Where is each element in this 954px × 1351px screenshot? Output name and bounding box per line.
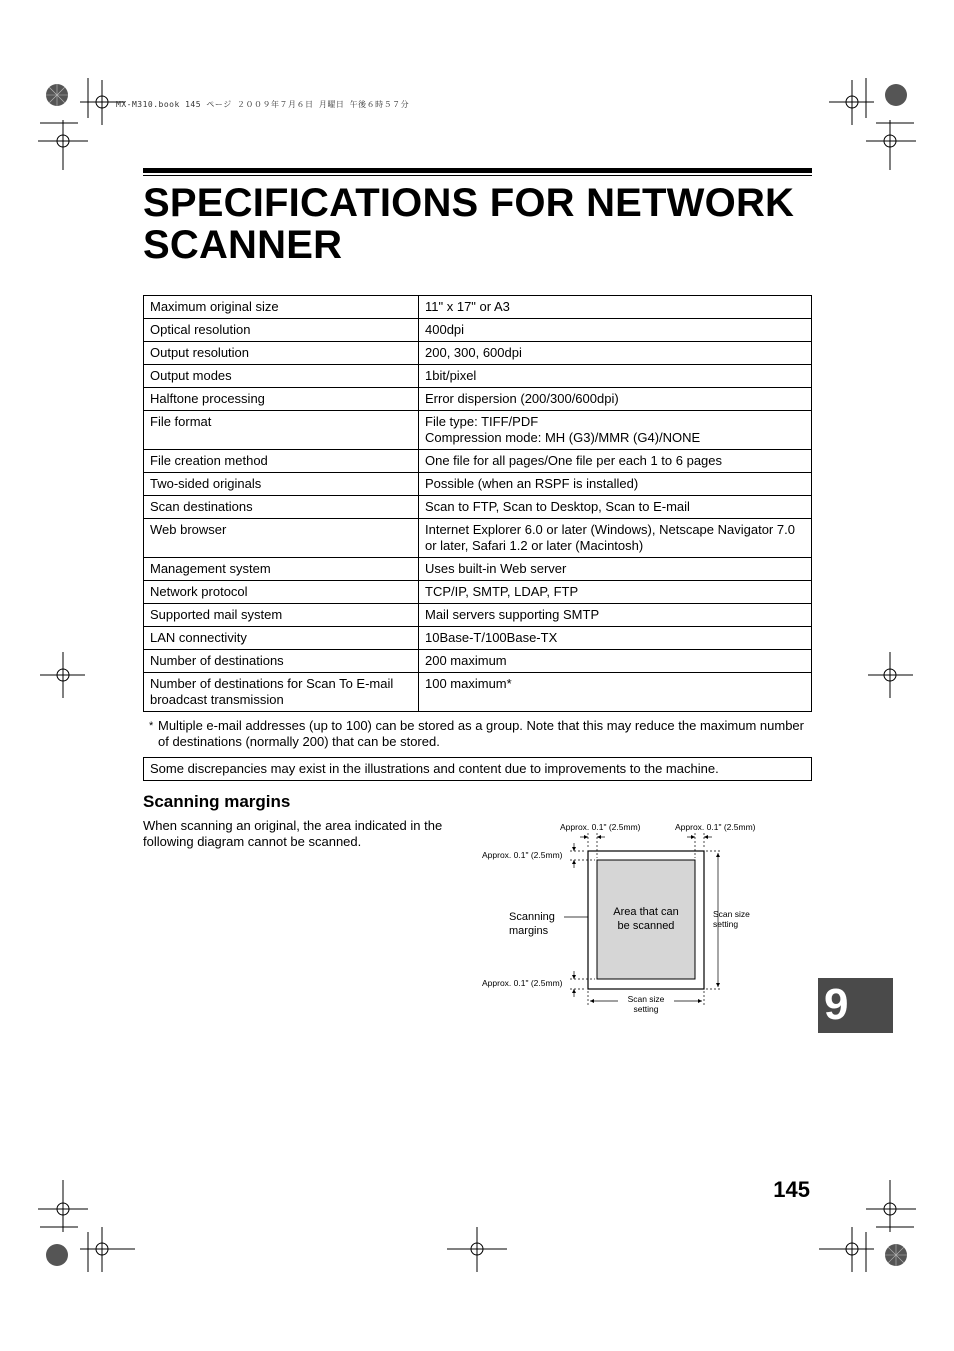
spec-label: Number of destinations [144,650,419,673]
diagram-right-label [713,909,750,929]
spec-value: Scan to FTP, Scan to Desktop, Scan to E-mail [419,496,812,519]
spec-label: Number of destinations for Scan To E-mail broadcast transmission [144,673,419,712]
notice-box: Some discrepancies may exist in the illustrations and content due to improvements to the machine. [143,757,812,781]
spec-row [144,604,812,627]
page-title-line-1: SPECIFICATIONS FOR NETWORK [143,181,795,225]
spec-label: File creation method [144,450,419,473]
spec-value: 200 maximum [419,650,812,673]
spec-label: Two-sided originals [144,473,419,496]
spec-label: Halftone processing [144,388,419,411]
spec-row [144,519,812,558]
spec-row [144,473,812,496]
spec-value: One file for all pages/One file per each 1 to 6 pages [419,450,812,473]
spec-value: Mail servers supporting SMTP [419,604,812,627]
spec-label: Web browser [144,519,419,558]
page-title-line-2: SCANNER [143,223,343,267]
diagram-top-left-label: Approx. 0.1" (2.5mm) [560,822,641,832]
chapter-number: 9 [824,980,849,1029]
spec-label: File format [144,411,419,450]
spec-label: Management system [144,558,419,581]
print-info-text: MX-M310.book 145 ページ ２００９年７月６日 月曜日 午後６時５７分 [116,100,410,109]
spec-row [144,558,812,581]
diagram-area-label-line-1: Area that can [613,906,679,918]
spec-row [144,496,812,519]
diagram-bottom-label-line-1: Scan size [627,994,665,1004]
spec-row [144,673,812,712]
diagram-area-label-line-2: be scanned [617,920,675,932]
spec-value: TCP/IP, SMTP, LDAP, FTP [419,581,812,604]
spec-label: Maximum original size [144,296,419,319]
spec-value: 400dpi [419,319,812,342]
spec-label: Network protocol [144,581,419,604]
spec-value: 100 maximum* [419,673,812,712]
spec-value: Error dispersion (200/300/600dpi) [419,388,812,411]
diagram-top-right-label: Approx. 0.1" (2.5mm) [675,822,756,832]
spec-row [144,296,812,319]
spec-value: Possible (when an RSPF is installed) [419,473,812,496]
spec-row [144,388,812,411]
spec-row [144,450,812,473]
spec-value: 200, 300, 600dpi [419,342,812,365]
footnote [149,718,812,750]
spec-value: Uses built-in Web server [419,558,812,581]
spec-row [144,319,812,342]
diagram-bottom-label-line-2: setting [633,1004,659,1014]
spec-value: 10Base-T/100Base-TX [419,627,812,650]
diagram-bottom-label [622,994,670,1014]
spec-row [144,650,812,673]
diagram-upper-left-label: Approx. 0.1" (2.5mm) [482,850,563,860]
diagram-margins-label-line-2: margins [509,925,549,937]
title-rule-thick [143,168,812,173]
spec-label: Supported mail system [144,604,419,627]
spec-value: 11" x 17" or A3 [419,296,812,319]
diagram-right-label-line-1: Scan size [713,909,750,919]
diagram-right-label-line-2: setting [713,919,739,929]
diagram-area-label [597,905,695,933]
spec-label: LAN connectivity [144,627,419,650]
scanning-margins-description: When scanning an original, the area indicated in the following diagram cannot be scanned. [143,818,443,849]
footnote-marker: * [149,720,154,732]
spec-row [144,627,812,650]
spec-value: Internet Explorer 6.0 or later (Windows), Netscape Navigator 7.0 or later, Safari 1.2 or later (Macintosh) [419,519,812,558]
scanning-margins-heading: Scanning margins [143,792,291,811]
spec-row [144,411,812,450]
footnote-text: Multiple e-mail addresses (up to 100) can be stored as a group. Note that this may reduce the maximum number of destinations (normally 200) that can be stored. [158,718,804,749]
page-number: 145 [773,1177,810,1202]
chapter-tab [818,978,893,1033]
diagram-lower-left-label: Approx. 0.1" (2.5mm) [482,978,563,988]
diagram-margins-label [509,910,555,938]
title-rule-thin [143,175,812,176]
page-title [143,182,823,266]
diagram-margins-label-line-1: Scanning [509,911,555,923]
spec-value: 1bit/pixel [419,365,812,388]
spec-value: File type: TIFF/PDF Compression mode: MH (G3)/MMR (G4)/NONE [419,411,812,450]
spec-label: Output resolution [144,342,419,365]
spec-row [144,581,812,604]
spec-row [144,342,812,365]
spec-label: Output modes [144,365,419,388]
spec-row [144,365,812,388]
spec-label: Optical resolution [144,319,419,342]
spec-table [143,295,812,712]
spec-label: Scan destinations [144,496,419,519]
